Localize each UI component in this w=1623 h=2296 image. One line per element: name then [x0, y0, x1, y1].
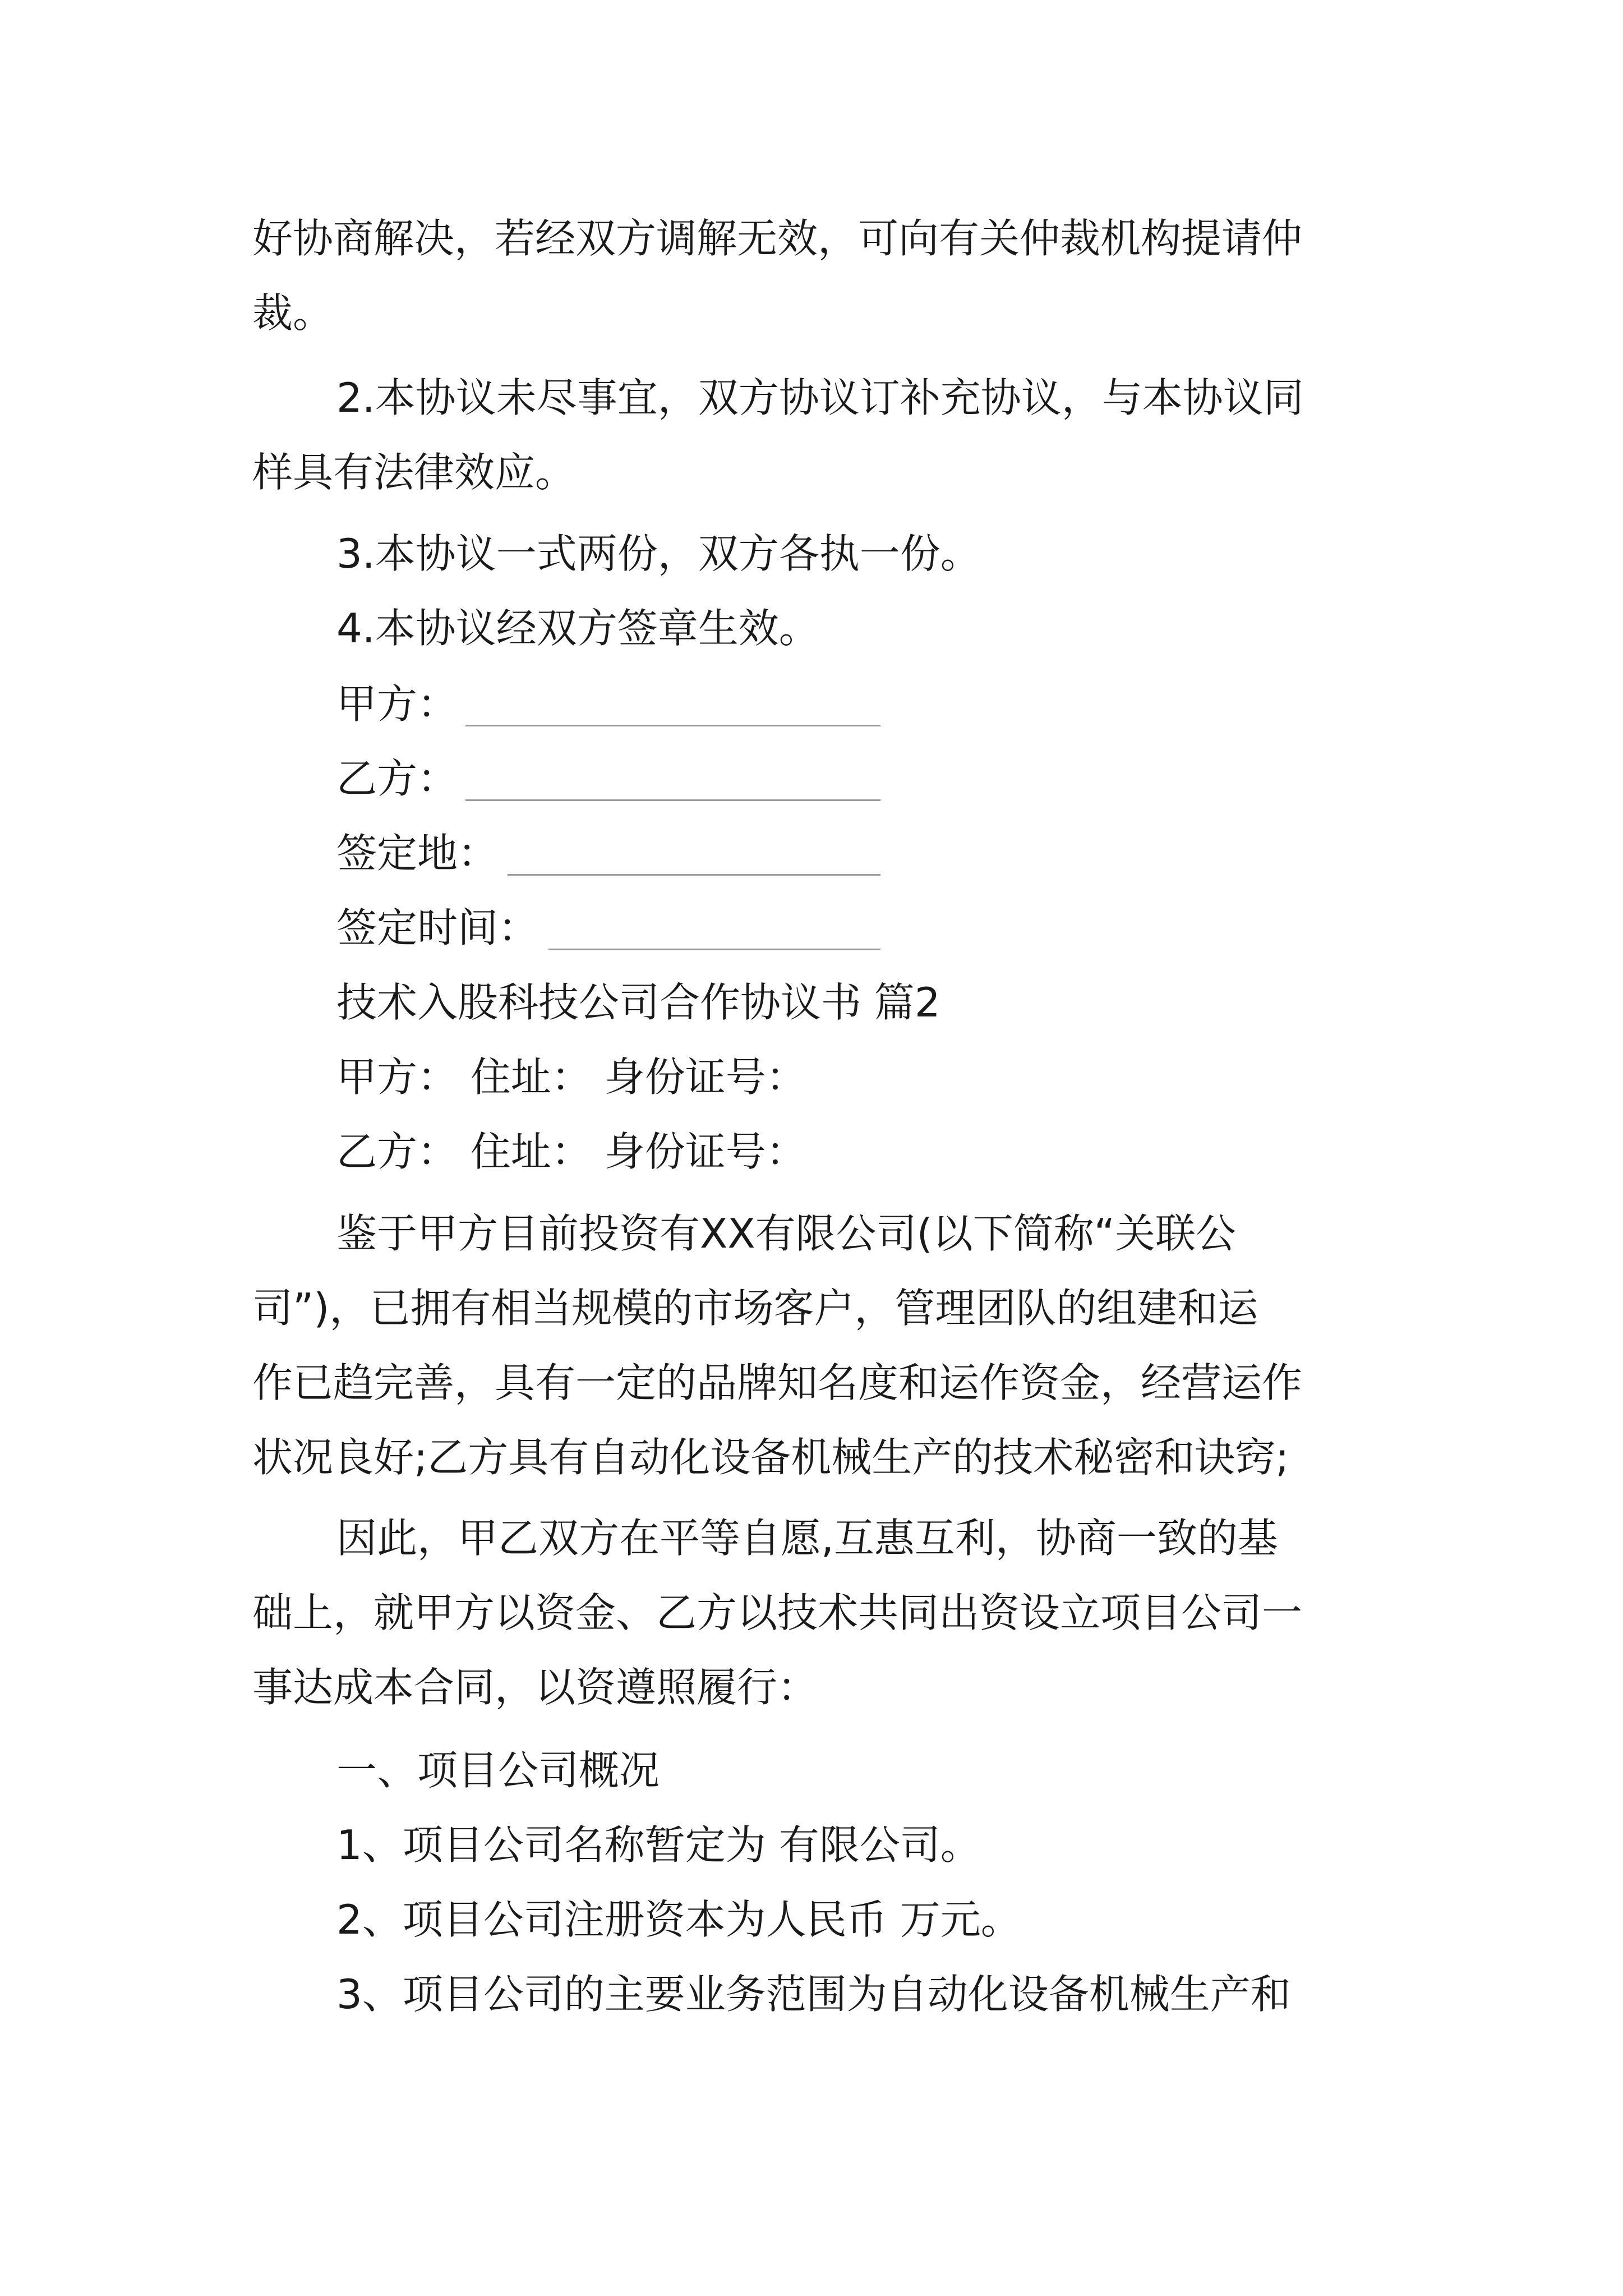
time-blank [548, 949, 880, 950]
recital-line: 司”)，已拥有相当规模的市场客户，管理团队的组建和运 [252, 1285, 1258, 1332]
clause-2-line: 样具有法律效应。 [252, 449, 576, 496]
chapter-heading: 一、项目公司概况 [336, 1747, 660, 1794]
chapter-item-3: 3、项目公司的主要业务范围为自动化设备机械生产和 [336, 1971, 1291, 2018]
clause-3: 3.本协议一式两份，双方各执一份。 [336, 530, 981, 577]
party-b-label: 乙方： [336, 755, 458, 802]
place-label: 签定地： [336, 830, 499, 877]
basis-line: 因此，甲乙双方在平等自愿,互惠互利，协商一致的基 [336, 1515, 1278, 1562]
party-b-info: 乙方： 住址： 身份证号： [336, 1128, 806, 1175]
chapter-item-1: 1、项目公司名称暂定为 有限公司。 [336, 1821, 981, 1869]
section-title: 技术入股科技公司合作协议书 篇2 [336, 979, 940, 1026]
time-label: 签定时间： [336, 904, 539, 951]
party-b-blank [465, 799, 880, 801]
recital-line: 鉴于甲方目前投资有XX有限公司(以下简称“关联公 [336, 1210, 1237, 1257]
recital-line: 作已趋完善，具有一定的品牌知名度和运作资金，经营运作 [252, 1359, 1303, 1406]
paragraph-line: 好协商解决，若经双方调解无效，可向有关仲裁机构提请仲 [252, 215, 1303, 262]
basis-line: 础上，就甲方以资金、乙方以技术共同出资设立项目公司一 [252, 1589, 1303, 1636]
party-a-label: 甲方： [336, 680, 458, 728]
signature-party-a [336, 679, 897, 729]
signature-party-b [336, 753, 897, 804]
party-a-info: 甲方： 住址： 身份证号： [336, 1053, 806, 1101]
party-a-blank [465, 725, 880, 726]
clause-4: 4.本协议经双方签章生效。 [336, 605, 819, 652]
clause-2-line: 2.本协议未尽事宜，双方协议订补充协议，与本协议同 [336, 374, 1304, 421]
paragraph-line: 裁。 [252, 289, 334, 337]
signature-time [336, 903, 897, 953]
chapter-item-2: 2、项目公司注册资本为人民币 万元。 [336, 1896, 1021, 1943]
signature-place [336, 828, 897, 878]
basis-line: 事达成本合同，以资遵照履行： [252, 1664, 818, 1711]
recital-line: 状况良好;乙方具有自动化设备机械生产的技术秘密和诀窍; [252, 1434, 1289, 1481]
place-blank [508, 874, 880, 876]
